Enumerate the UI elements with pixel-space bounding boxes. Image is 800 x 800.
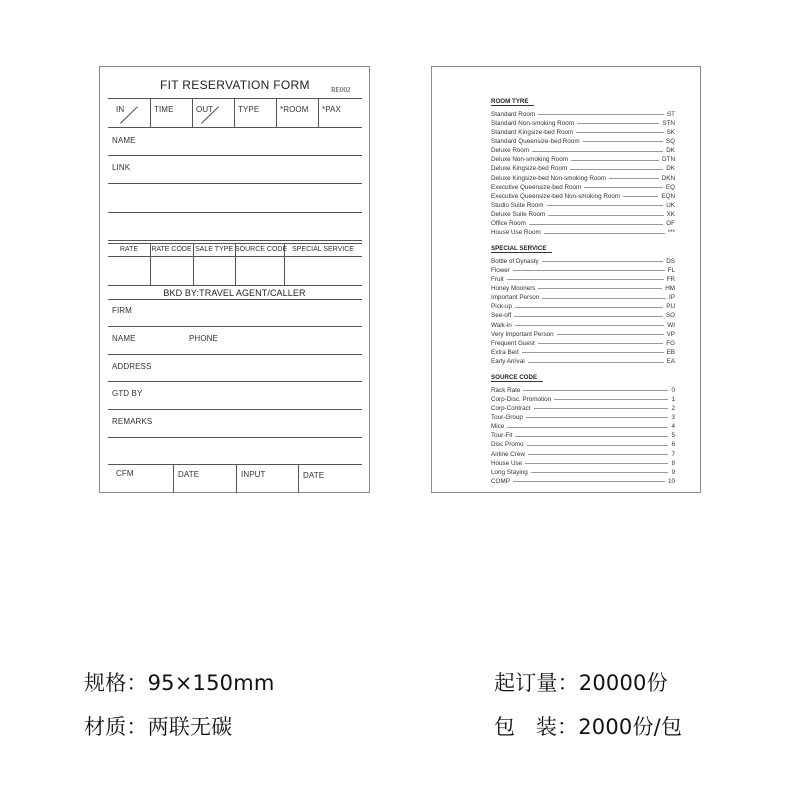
list-item: [491, 348, 675, 357]
item-code: SK: [666, 128, 675, 136]
item-name: Long Staying: [491, 468, 528, 476]
item-name: Executive Queensize-bed Non-smoking Room: [491, 192, 621, 200]
item-code: 4: [671, 423, 675, 431]
room-type-section: [491, 90, 675, 237]
divider: [108, 127, 362, 128]
item-code: FL: [667, 266, 675, 274]
leader-line: [609, 178, 659, 179]
leader-line: [513, 270, 665, 271]
list-item: [491, 266, 675, 275]
item-code: STN: [662, 119, 675, 127]
item-code: FR: [666, 275, 675, 283]
cfm-label: CFM: [116, 469, 134, 478]
item-name: Walk-in: [491, 321, 512, 329]
list-item: [491, 431, 675, 440]
leader-line: [515, 325, 665, 326]
form-title: FIT RESERVATION FORM: [160, 78, 310, 92]
room-type-title: ROOM TYRE: [491, 98, 534, 106]
form-code: RE002: [331, 86, 351, 94]
item-code: 5: [671, 432, 675, 440]
item-code: EQ: [665, 183, 675, 191]
item-code: 9: [671, 468, 675, 476]
list-item: [491, 404, 675, 413]
divider: [108, 299, 362, 300]
item-code: DTN: [662, 156, 675, 164]
reservation-form-front: [99, 66, 370, 493]
leader-line: [542, 261, 664, 262]
leader-line: [544, 233, 665, 234]
divider: [108, 183, 362, 184]
leader-line: [583, 141, 663, 142]
divider: [108, 326, 362, 327]
item-code: DS: [666, 257, 675, 265]
divider: [108, 285, 362, 286]
item-name: Standard Kingsize-bed Room: [491, 128, 574, 136]
spec-packing: 包 装：2000份/包: [494, 715, 683, 739]
leader-line: [514, 316, 663, 317]
divider: [192, 98, 193, 127]
divider: [236, 464, 237, 493]
list-item: [491, 137, 675, 146]
divider: [108, 98, 362, 99]
spec-min-order: 起订量：20000份: [494, 671, 668, 695]
list-item: [491, 210, 675, 219]
list-item: [491, 386, 675, 395]
item-name: Office Room: [491, 220, 526, 228]
spec-size: 规格：95×150mm: [84, 671, 275, 695]
in-field-label: IN: [116, 105, 125, 114]
source-code-section: [491, 366, 675, 486]
gtd-by-label: GTD BY: [112, 389, 143, 398]
leader-line: [522, 352, 664, 353]
leader-line: [576, 132, 663, 133]
leader-line: [523, 390, 668, 391]
leader-line: [531, 472, 669, 473]
leader-line: [547, 205, 664, 206]
divider: [108, 212, 362, 213]
item-code: SO: [665, 312, 675, 320]
list-item: [491, 183, 675, 192]
leader-line: [513, 481, 665, 482]
item-name: Extra Bed: [491, 348, 519, 356]
leader-line: [507, 427, 668, 428]
list-item: [491, 395, 675, 404]
divider: [108, 409, 362, 410]
list-item: [491, 219, 675, 228]
room-field-label: *ROOM: [280, 105, 309, 114]
item-code: HM: [665, 284, 675, 292]
divider: [234, 98, 235, 127]
source-code-title: SOURCE CODE: [491, 374, 543, 382]
out-field-label: OUT: [196, 105, 214, 114]
type-field-label: TYPE: [238, 105, 260, 114]
item-name: Honey Mooners: [491, 284, 536, 292]
item-name: Mice: [491, 423, 505, 431]
list-item: [491, 284, 675, 293]
item-code: EB: [666, 348, 675, 356]
divider: [108, 464, 362, 465]
divider: [298, 464, 299, 493]
item-code: DKN: [661, 174, 675, 182]
list-item: [491, 477, 675, 486]
leader-line: [584, 187, 663, 188]
item-name: Corp-Disc. Promotion: [491, 395, 552, 403]
leader-line: [548, 215, 663, 216]
item-name: Bottle of Dynasty: [491, 257, 539, 265]
list-item: [491, 110, 675, 119]
item-code: 7: [671, 450, 675, 458]
source-code-header: SOURCE CODE: [235, 246, 288, 253]
item-name: Standard Non-smoking Room: [491, 119, 574, 127]
cfm-date-label: DATE: [178, 470, 200, 479]
item-code: DK: [666, 165, 675, 173]
list-item: [491, 357, 675, 366]
item-code: 1: [671, 395, 675, 403]
leader-line: [554, 399, 668, 400]
item-name: See-off: [491, 312, 512, 320]
divider: [108, 381, 362, 382]
input-label: INPUT: [241, 470, 266, 479]
list-item: [491, 155, 675, 164]
item-code: 8: [671, 459, 675, 467]
list-item: [491, 119, 675, 128]
leader-line: [528, 454, 669, 455]
item-code: XK: [666, 211, 675, 219]
list-item: [491, 449, 675, 458]
item-name: Airline Crew: [491, 450, 525, 458]
time-field-label: TIME: [154, 105, 174, 114]
list-item: [491, 311, 675, 320]
item-code: VP: [666, 330, 675, 338]
special-service-section: [491, 237, 675, 366]
item-name: Corp-Contract: [491, 404, 531, 412]
leader-line: [538, 114, 664, 115]
item-name: House Use Room: [491, 229, 541, 237]
divider: [276, 98, 277, 127]
list-item: [491, 275, 675, 284]
item-name: House Use: [491, 459, 523, 467]
leader-line: [507, 279, 664, 280]
item-code: 2: [671, 404, 675, 412]
item-name: Important Person: [491, 294, 540, 302]
leader-line: [570, 169, 663, 170]
list-item: [491, 192, 675, 201]
item-name: Studio Suite Room: [491, 201, 544, 209]
list-item: [491, 302, 675, 311]
item-name: Deluxe Non-smoking Room: [491, 156, 568, 164]
firm-label: FIRM: [112, 306, 132, 315]
leader-line: [527, 445, 669, 446]
item-code: DK: [666, 147, 675, 155]
list-item: [491, 201, 675, 210]
item-name: Tour-Group: [491, 413, 523, 421]
list-item: [491, 339, 675, 348]
item-name: Flower: [491, 266, 510, 274]
item-code: OF: [666, 220, 675, 228]
room-type-list: [491, 110, 675, 238]
leader-line: [538, 343, 663, 344]
divider: [173, 464, 174, 493]
pax-field-label: *PAX: [322, 105, 341, 114]
leader-line: [528, 362, 664, 363]
list-item: [491, 330, 675, 339]
leader-line: [542, 298, 666, 299]
item-code: 0: [671, 386, 675, 394]
item-code: FG: [666, 339, 675, 347]
item-name: Early Arrival: [491, 358, 525, 366]
booked-by-heading: BKD BY:TRAVEL AGENT/CALLER: [163, 288, 306, 298]
item-code: EA: [666, 358, 675, 366]
item-name: Fruit: [491, 275, 504, 283]
list-item: [491, 440, 675, 449]
phone-label: PHONE: [189, 334, 218, 343]
item-code: 6: [671, 441, 675, 449]
spec-material: 材质：两联无碳: [84, 715, 233, 739]
address-label: ADDRESS: [112, 362, 152, 371]
list-item: [491, 320, 675, 329]
leader-line: [538, 288, 662, 289]
item-name: Very Important Person: [491, 330, 554, 338]
leader-line: [577, 123, 659, 124]
sale-type-header: SALE TYPE: [194, 246, 233, 253]
leader-line: [557, 334, 664, 335]
caller-name-label: NAME: [112, 334, 136, 343]
item-code: UK: [666, 201, 675, 209]
list-item: [491, 459, 675, 468]
leader-line: [525, 463, 668, 464]
divider: [318, 98, 319, 127]
item-name: Executive Queensize-bed Room: [491, 183, 582, 191]
item-name: Pick-up: [491, 303, 512, 311]
divider: [108, 240, 362, 241]
item-code: 10: [667, 477, 675, 485]
leader-line: [515, 436, 668, 437]
item-name: Disc Promo: [491, 441, 524, 449]
special-service-list: [491, 257, 675, 367]
list-item: [491, 422, 675, 431]
list-item: [491, 413, 675, 422]
item-code: PU: [666, 303, 675, 311]
list-item: [491, 257, 675, 266]
source-code-list: [491, 386, 675, 487]
item-code: IP: [669, 294, 675, 302]
list-item: [491, 293, 675, 302]
list-item: [491, 128, 675, 137]
item-name: Frequent Guest: [491, 339, 535, 347]
rate-header: RATE: [119, 246, 139, 253]
leader-line: [529, 224, 663, 225]
item-name: Standard Room: [491, 110, 536, 118]
item-name: Deluxe Kingsize-bed Room: [491, 165, 568, 173]
item-code: SQ: [665, 137, 675, 145]
divider: [108, 437, 362, 438]
link-label: LINK: [112, 163, 131, 172]
divider: [108, 354, 362, 355]
item-name: Deluxe Suite Room: [491, 211, 546, 219]
item-name: Standard Queensize-bed Room: [491, 137, 580, 145]
item-name: Tour-Fit: [491, 432, 513, 440]
item-code: WI: [667, 321, 675, 329]
item-code: ST: [666, 110, 675, 118]
special-service-title: SPECIAL SERVICE: [491, 245, 552, 253]
list-item: [491, 146, 675, 155]
item-name: Deluxe Kingsize-bed Non-smoking Room: [491, 174, 607, 182]
leader-line: [534, 408, 669, 409]
list-item: [491, 164, 675, 173]
leader-line: [623, 196, 658, 197]
divider: [150, 98, 151, 127]
list-item: [491, 173, 675, 182]
item-name: Rack Rate: [491, 386, 521, 394]
item-code: EQN: [661, 192, 675, 200]
item-code: ***: [667, 229, 675, 237]
item-name: Deluxe Room: [491, 147, 530, 155]
remarks-label: REMARKS: [112, 417, 153, 426]
leader-line: [532, 151, 663, 152]
item-name: COMP: [491, 477, 510, 485]
divider: [108, 155, 362, 156]
input-date-label: DATE: [303, 471, 325, 480]
reservation-form-back: [431, 66, 701, 493]
list-item: [491, 468, 675, 477]
special-service-header: SPECIAL SERVICE: [292, 246, 354, 253]
guest-name-label: NAME: [112, 136, 136, 145]
rate-code-header: RATE CODE: [151, 246, 192, 253]
leader-line: [571, 160, 659, 161]
leader-line: [526, 417, 669, 418]
leader-line: [515, 307, 663, 308]
item-code: 3: [671, 413, 675, 421]
